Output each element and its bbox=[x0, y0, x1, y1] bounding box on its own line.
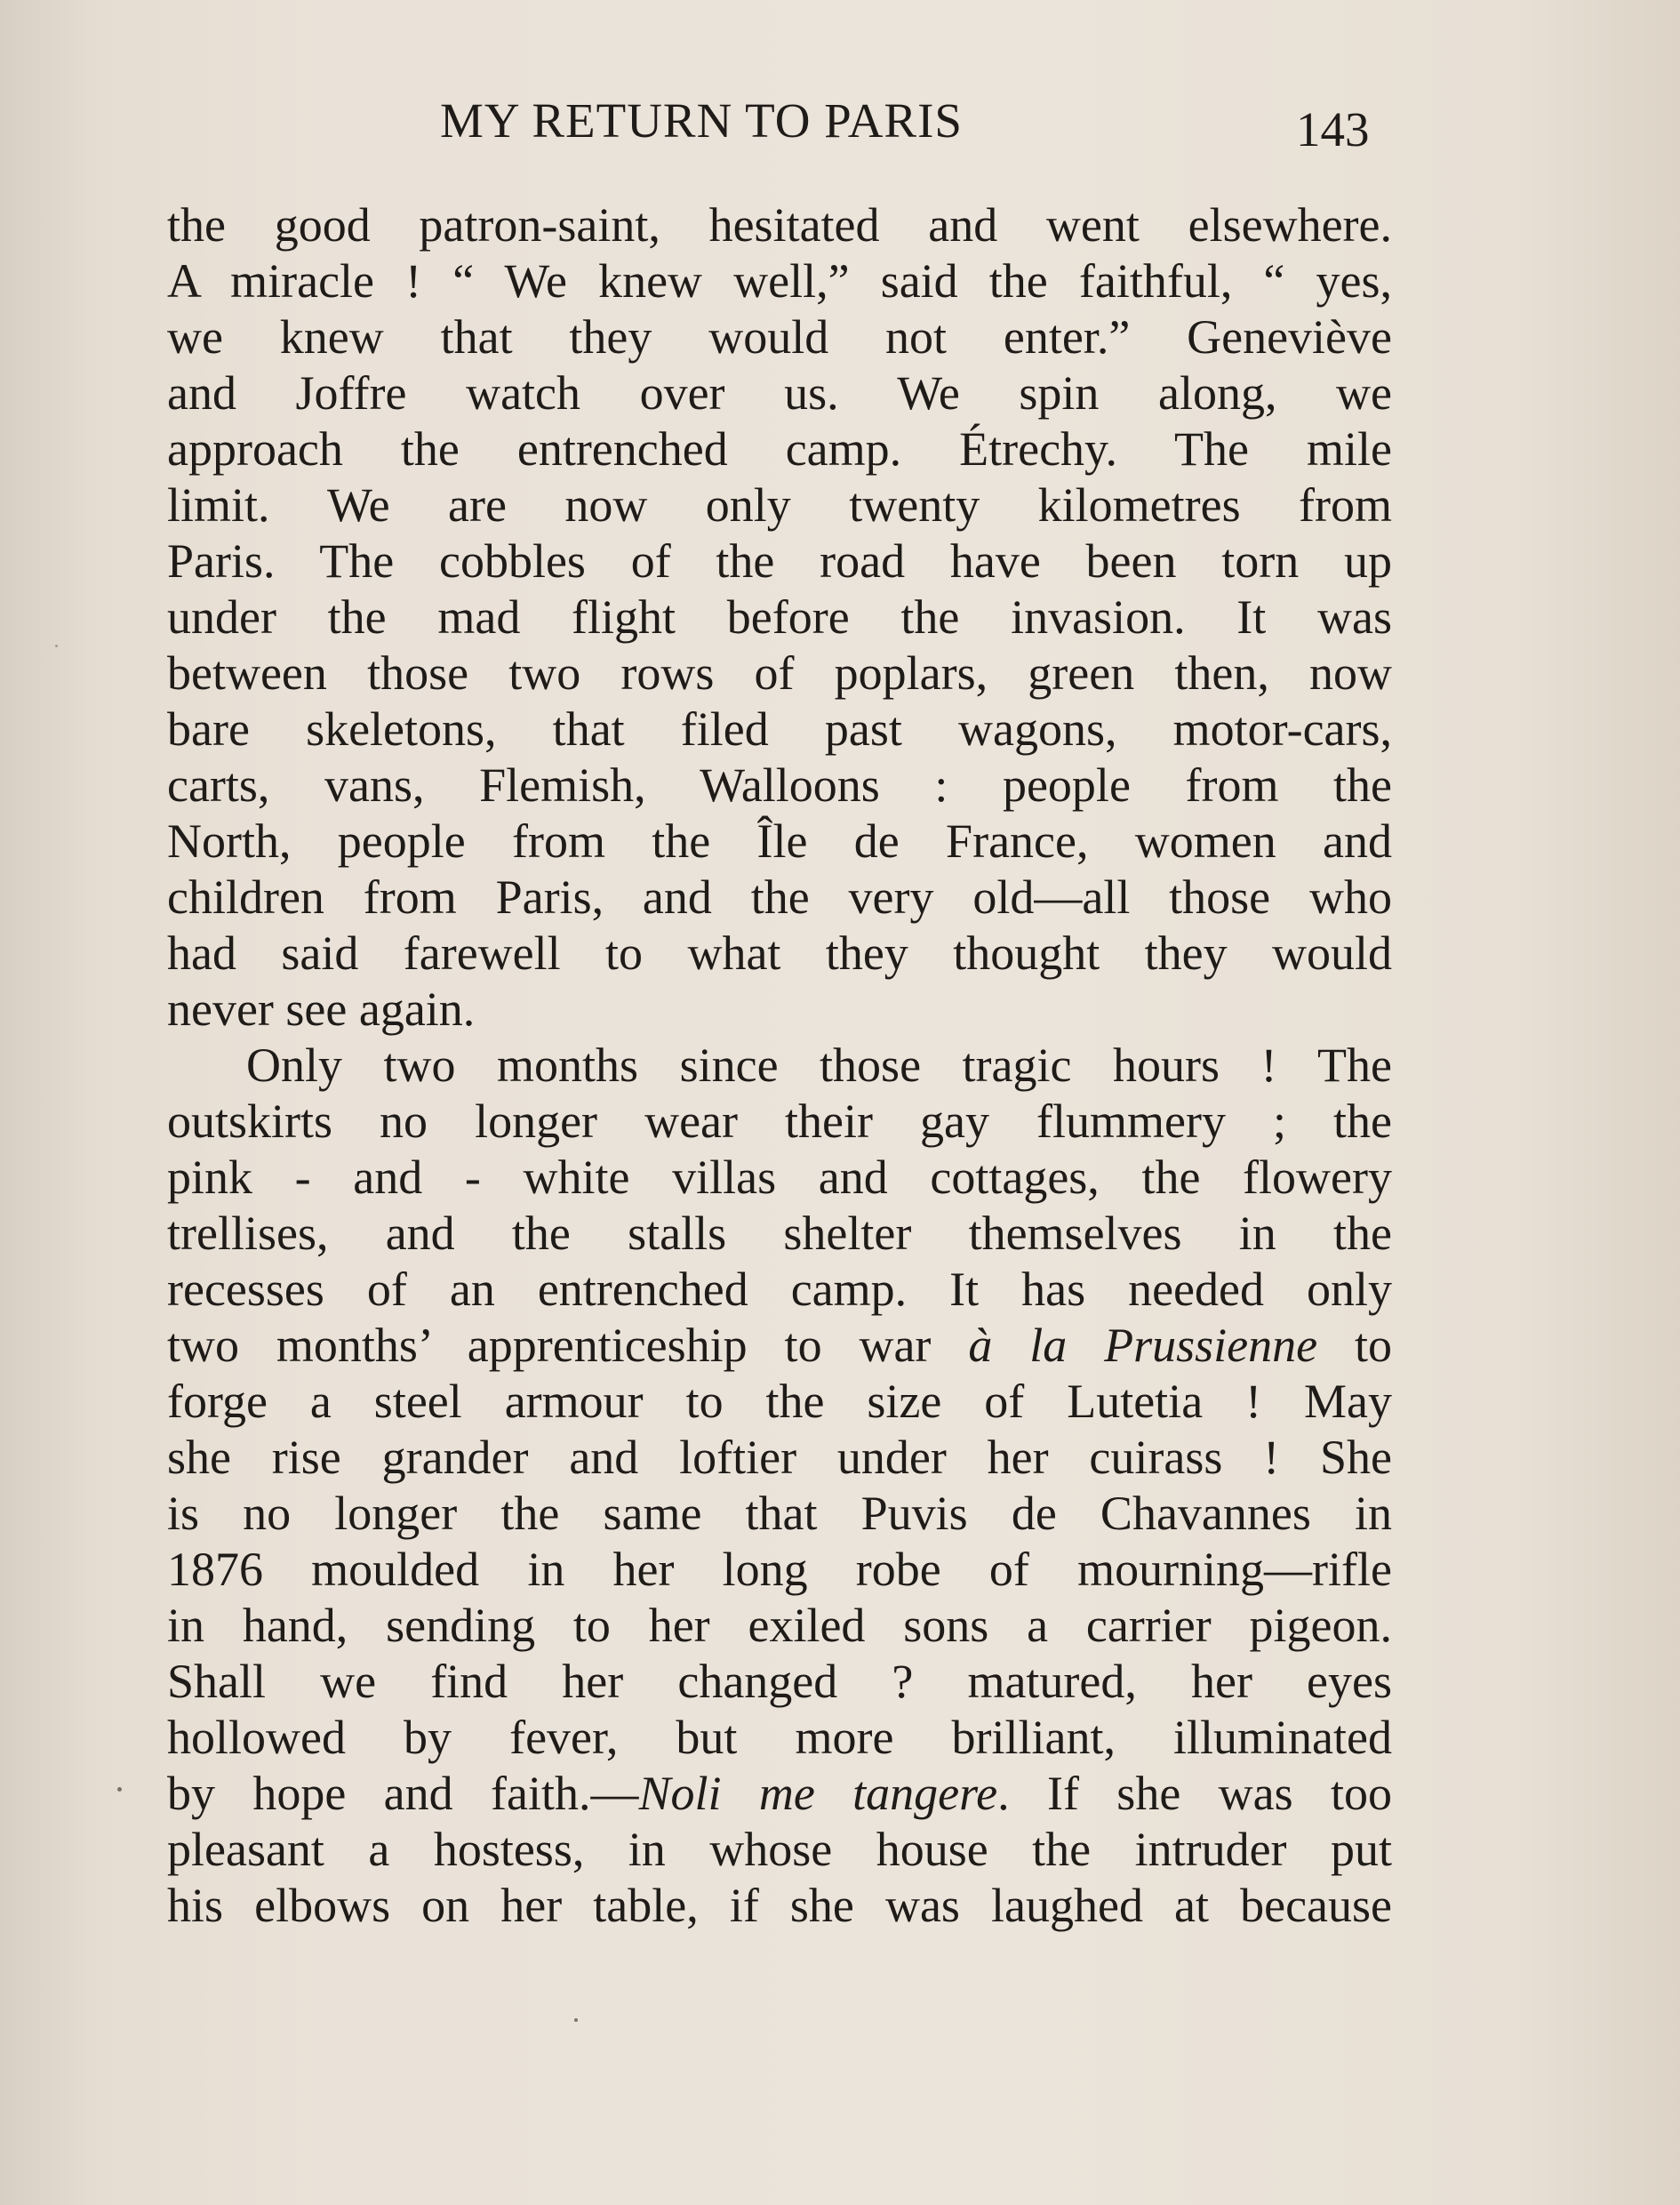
text-line: in hand, sending to her exiled sons a carrier pigeon. bbox=[167, 1599, 1392, 1652]
page-number: 143 bbox=[1296, 102, 1370, 156]
text-line: and Joffre watch over us. We spin along, we bbox=[167, 366, 1392, 420]
italic-phrase: à la Prussienne bbox=[968, 1319, 1318, 1372]
text-line bbox=[167, 1766, 1392, 1822]
text-line: never see again. bbox=[167, 982, 476, 1036]
running-title: MY RETURN TO PARIS bbox=[440, 93, 964, 148]
paragraph bbox=[167, 197, 1392, 1038]
text-line: his elbows on her table, if she was laughed at because bbox=[167, 1879, 1392, 1932]
text-line: we knew that they would not enter.” Geneviève bbox=[167, 310, 1392, 364]
paper-speck bbox=[574, 2018, 578, 2022]
text-line: bare skeletons, that filed past wagons, motor-cars, bbox=[167, 702, 1392, 756]
text-line: recesses of an entrenched camp. It has needed only bbox=[167, 1263, 1392, 1316]
text-line: under the mad flight before the invasion. It was bbox=[167, 590, 1392, 644]
text-line: carts, vans, Flemish, Walloons : people from the bbox=[167, 758, 1392, 812]
text-line: the good patron-saint, hesitated and went elsewhere. bbox=[167, 198, 1392, 252]
text-line: 1876 moulded in her long robe of mourning—rifle bbox=[167, 1543, 1392, 1596]
text-line: had said farewell to what they thought they would bbox=[167, 926, 1392, 980]
text-run: . If she was too bbox=[997, 1767, 1392, 1820]
paper-speck bbox=[117, 1787, 122, 1792]
text-run: to bbox=[1317, 1319, 1392, 1372]
text-line bbox=[167, 1318, 1392, 1374]
paper-speck bbox=[55, 645, 58, 647]
text-line: Shall we find her changed ? matured, her eyes bbox=[167, 1655, 1392, 1708]
text-line: A miracle ! “ We knew well,” said the faithful, “ yes, bbox=[167, 254, 1392, 308]
text-line: limit. We are now only twenty kilometres from bbox=[167, 478, 1392, 532]
text-line: she rise grander and loftier under her cuirass ! She bbox=[167, 1431, 1392, 1484]
paragraph bbox=[167, 1038, 1392, 1934]
text-line: forge a steel armour to the size of Lutetia ! May bbox=[167, 1375, 1392, 1428]
text-line: is no longer the same that Puvis de Chavannes in bbox=[167, 1487, 1392, 1540]
text-line: between those two rows of poplars, green then, now bbox=[167, 646, 1392, 700]
text-line: outskirts no longer wear their gay flummery ; the bbox=[167, 1094, 1392, 1148]
text-line: Only two months since those tragic hours ! The bbox=[246, 1038, 1392, 1092]
text-line: North, people from the Île de France, women and bbox=[167, 814, 1392, 868]
text-run: by hope and faith.— bbox=[167, 1767, 639, 1820]
text-run: two months’ apprenticeship to war bbox=[167, 1319, 969, 1372]
text-line: pink - and - white villas and cottages, the flowery bbox=[167, 1151, 1392, 1204]
text-line: children from Paris, and the very old—all those who bbox=[167, 870, 1392, 924]
text-line: Paris. The cobbles of the road have been torn up bbox=[167, 534, 1392, 588]
text-line: approach the entrenched camp. Étrechy. The mile bbox=[167, 422, 1392, 476]
text-line: pleasant a hostess, in whose house the intruder put bbox=[167, 1823, 1392, 1876]
text-line: trellises, and the stalls shelter themselves in the bbox=[167, 1207, 1392, 1260]
text-line: hollowed by fever, but more brilliant, illuminated bbox=[167, 1711, 1392, 1764]
body-text bbox=[167, 197, 1392, 1934]
italic-phrase: Noli me tangere bbox=[638, 1767, 998, 1820]
